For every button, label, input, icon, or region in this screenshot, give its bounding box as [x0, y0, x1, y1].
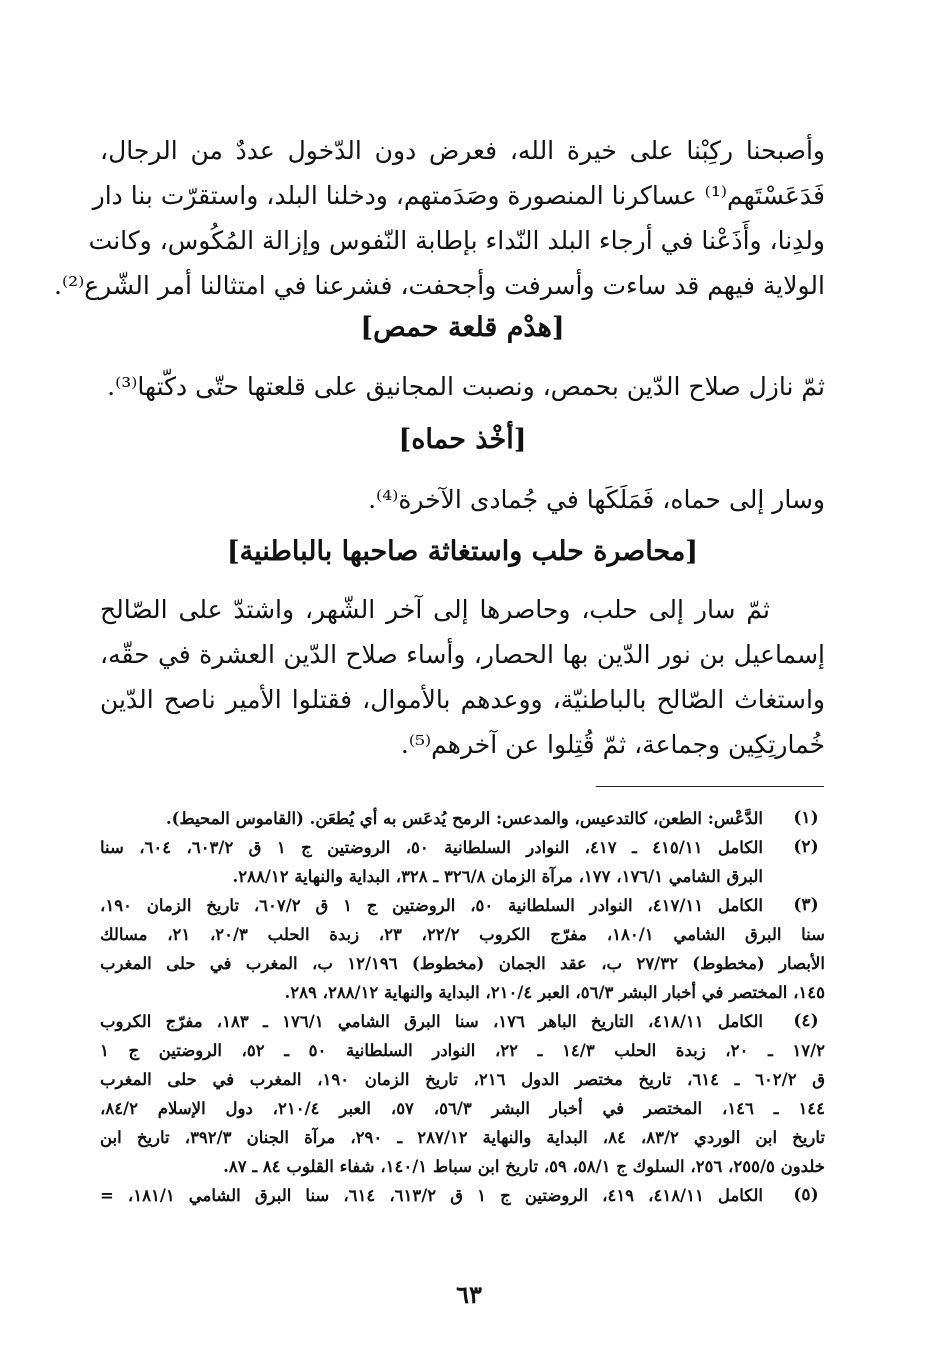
footnote-line: خلدون ٢٥٥/٥، ٢٥٦، السلوك ج ٥٨/١، ٥٩، تاريخ ابن سباط ١٤٠/١، شفاء القلوب ٨٤ ـ ٨٧.: [223, 1157, 825, 1176]
footnote-line: الكامل ٤١٥/١١ ـ ٤١٧، النوادر السلطانية ٥٠، الروضتين ج ١ ق ٦٠٣/٢، ٦٠٤، سنا: [100, 838, 763, 857]
text-line: وأصبحنا ركِبْنا على خيرة الله، فعرض دون الدّخول عددٌ من الرجال،: [100, 136, 825, 165]
text-line: ثمّ نازل صلاح الدّين بحمص، ونصبت المجانيق على قلعتها حتّى دكّتها⁽³⁾.: [107, 372, 825, 401]
text-line: ثمّ سار إلى حلب، وحاصرها إلى آخر الشّهر، واشتدّ على الصّالح: [100, 595, 770, 624]
footnote-line: ١٧/٢ ـ ٢٠، زبدة الحلب ١٤/٣ ـ ٢٢، النوادر السلطانية ٥٠ ـ ٥٢، الروضتين ج ١: [100, 1041, 825, 1060]
footnote: [100, 1181, 825, 1210]
footnote: [100, 804, 825, 833]
text-line: وسار إلى حماه، فَمَلَكَها في جُمادى الآخرة⁽⁴⁾.: [368, 485, 825, 514]
footnote-line: الأبصار (مخطوط) ٢٧/٣٢ ب، عقد الجمان (مخطوط) ١٢/١٩٦ ب، المغرب في حلى المغرب: [100, 954, 825, 973]
footnote-divider: [596, 786, 824, 787]
footnote: [100, 1007, 825, 1181]
paragraph-siege-of-aleppo: [100, 587, 825, 767]
footnote-number: (١): [793, 808, 819, 828]
footnote-line: تاريخ ابن الوردي ٨٣/٢، ٨٤، البداية والنهاية ٢٨٧/١٢ ـ ٢٩٠، مرآة الجنان ٣٩٢/٣، تاريخ ابن: [100, 1128, 826, 1147]
footnote-number: (٣): [793, 895, 819, 915]
text-line: ولدِنا، وأَذَعْنا في أرجاء البلد النّداء بإطابة النّفوس وإزالة المُكُوس، وكانت: [88, 226, 825, 255]
footnote-line: الكامل ٤١٧/١١، النوادر السلطانية ٥٠، الروضتين ج ١ ق ٦٠٧/٢، تاريخ الزمان ١٩٠،: [100, 896, 763, 915]
footnote-number: (٤): [793, 1011, 819, 1031]
text-line: الولاية فيهم قد ساءت وأسرفت وأجحفت، فشرعنا في امتثالنا أمر الشّرع⁽²⁾.: [54, 271, 825, 300]
footnote: [100, 891, 825, 1007]
text-line: واستغاث الصّالح بالباطنيّة، ووعدهم بالأموال، فقتلوا الأمير ناصح الدّين: [100, 685, 825, 714]
footnote-line: البرق الشامي ١٧٦/١، ١٧٧، مرآة الزمان ٣٢٦/٨ ـ ٣٢٨، البداية والنهاية ٢٨٨/١٢.: [232, 867, 763, 886]
text-line: خُمارتِكِين وجماعة، ثمّ قُتِلوا عن آخرهم⁽⁵⁾.: [400, 730, 825, 759]
footnote-line: سنا البرق الشامي ١٨٠/١، مفرّج الكروب ٢٢/٢، ٢٣، زبدة الحلب ٢٠/٣، ٢١، مسالك: [100, 925, 825, 944]
footnotes: [100, 804, 825, 1210]
footnote-line: ١٤٥، المختصر في أخبار البشر ٥٦/٣، العبر ٢١٠/٤، البداية والنهاية ٢٨٨/١٢، ٢٨٩.: [284, 983, 825, 1002]
page-number: ٦٣: [456, 1280, 482, 1309]
footnote-line: الكامل ٤١٨/١١، ٤١٩، الروضتين ج ١ ق ٦١٣/٢، ٦١٤، سنا البرق الشامي ١٨١/١، =: [100, 1186, 763, 1205]
section-heading: [محاصرة حلب واستغاثة صاحبها بالباطنية]: [226, 536, 699, 567]
section-heading: [أخْذ حماه]: [398, 424, 527, 455]
text-line: فَدَعَسْتَهم⁽¹⁾ عساكرنا المنصورة وصَدَمتهم، ودخلنا البلد، واستقرّت بنا دار: [92, 181, 825, 210]
footnote-line: ق ٦٠٢/٢ ـ ٦١٤، تاريخ مختصر الدول ٢١٦، تاريخ الزمان ١٩٠، المغرب في حلى المغرب: [100, 1070, 826, 1089]
footnote-number: (٥): [793, 1185, 819, 1205]
footnote-line: الدَّعْس: الطعن، كالتدعيس، والمدعس: الرمح يُدعَس به أي يُطعَن. (القاموس المحيط).: [165, 809, 763, 828]
footnote: [100, 833, 825, 891]
footnote-number: (٢): [793, 837, 819, 857]
text-line: إسماعيل بن نور الدّين بها الحصار، وأساء صلاح الدّين العشرة في حقّه،: [100, 640, 825, 669]
footnote-line: ١٤٤ ـ ١٤٦، المختصر في أخبار البشر ٥٦/٣، ٥٧، العبر ٢١٠/٤، دول الإسلام ٨٤/٢،: [100, 1099, 826, 1118]
section-heading: [هدْم قلعة حمص]: [360, 312, 565, 343]
paragraph-capture-of-homs: [54, 128, 825, 308]
footnote-line: الكامل ٤١٨/١١، التاريخ الباهر ١٧٦، سنا البرق الشامي ١٧٦/١ ـ ١٨٣، مفرّج الكروب: [100, 1012, 763, 1031]
